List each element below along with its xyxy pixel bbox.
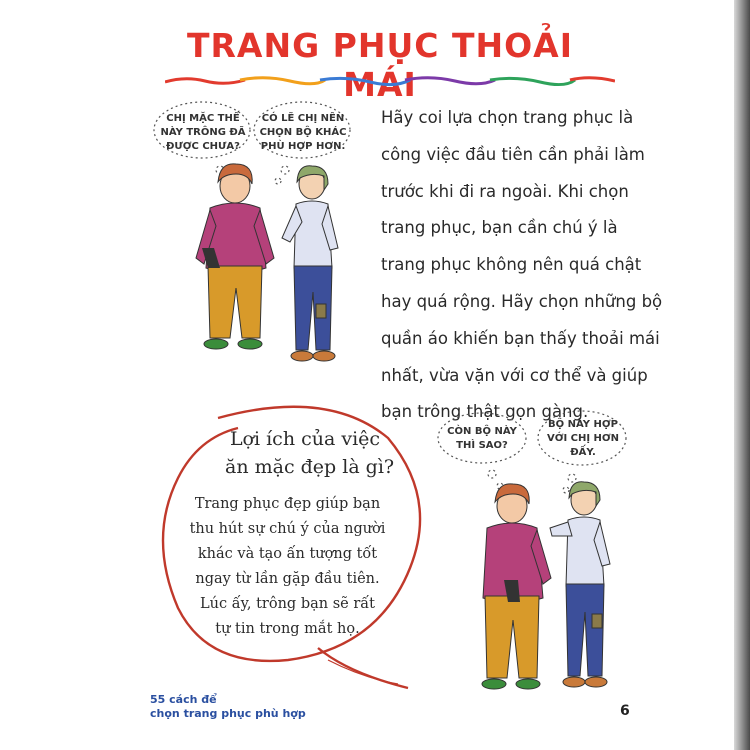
speech-bubble-mother-top	[160, 112, 246, 154]
intro-line: hay quá rộng. Hãy chọn những bộ	[381, 291, 663, 311]
footer-line: chọn trang phục phù hợp	[150, 707, 306, 720]
answer-line: tự tin trong mắt họ.	[215, 621, 360, 637]
answer-line: Lúc ấy, trông bạn sẽ rất	[200, 596, 375, 612]
footer-line: 55 cách để	[150, 693, 217, 706]
speech-bubble-girl-top	[258, 112, 348, 154]
speech-bubble-girl-bottom	[540, 418, 626, 460]
bubble-line: PHÙ HỢP HƠN.	[260, 141, 346, 152]
answer-line: khác và tạo ấn tượng tốt	[197, 546, 378, 562]
bubble-line: VỚI CHỊ HƠN	[546, 433, 620, 444]
answer-line: thu hút sự chú ý của người	[189, 521, 386, 537]
question-line: ăn mặc đẹp là gì?	[225, 456, 395, 478]
mother-figure	[482, 484, 551, 689]
page-title: TRANG PHỤC THOẢI MÁI	[187, 26, 573, 104]
bubble-line: BỘ NÀY HỢP	[548, 419, 618, 430]
girl-figure	[550, 482, 610, 687]
mother-figure	[196, 164, 274, 349]
bubble-line: THÌ SAO?	[456, 440, 508, 451]
intro-line: trang phục, bạn cần chú ý là	[381, 218, 618, 238]
intro-paragraph	[381, 100, 663, 431]
bubble-line: NÀY TRÔNG ĐÃ	[160, 127, 246, 138]
bubble-line: ĐẤY.	[570, 447, 596, 458]
girl-figure	[282, 166, 338, 361]
title-underline	[165, 74, 615, 88]
answer-line: Trang phục đẹp giúp bạn	[194, 496, 381, 512]
bubble-line: CÒN BỘ NÀY	[447, 426, 517, 437]
bubble-line: CHỌN BỘ KHÁC	[259, 127, 347, 138]
speech-bubble-mother-bottom	[438, 425, 526, 453]
intro-line: bạn trông thật gọn gàng.	[381, 402, 589, 422]
intro-line: nhất, vừa vặn với cơ thể và giúp	[381, 365, 648, 385]
intro-line: quần áo khiến bạn thấy thoải mái	[381, 328, 660, 348]
answer-paragraph	[170, 492, 405, 642]
question-heading	[225, 425, 395, 481]
page-edge-shadow	[734, 0, 750, 750]
intro-line: Hãy coi lựa chọn trang phục là	[381, 108, 634, 127]
answer-line: ngay từ lần gặp đầu tiên.	[195, 571, 380, 587]
intro-line: trước khi đi ra ngoài. Khi chọn	[381, 181, 629, 201]
bubble-line: CÓ LẼ CHỊ NÊN	[261, 113, 345, 124]
page-number: 6	[620, 703, 630, 719]
intro-line: công việc đầu tiên cần phải làm	[381, 144, 645, 164]
question-line: Lợi ích của việc	[229, 428, 381, 450]
bubble-line: CHỊ MẶC THẾ	[166, 113, 240, 124]
bubble-line: ĐƯỢC CHƯA?	[166, 141, 240, 152]
intro-line: trang phục không nên quá chật	[381, 255, 642, 275]
book-footer	[150, 693, 306, 721]
